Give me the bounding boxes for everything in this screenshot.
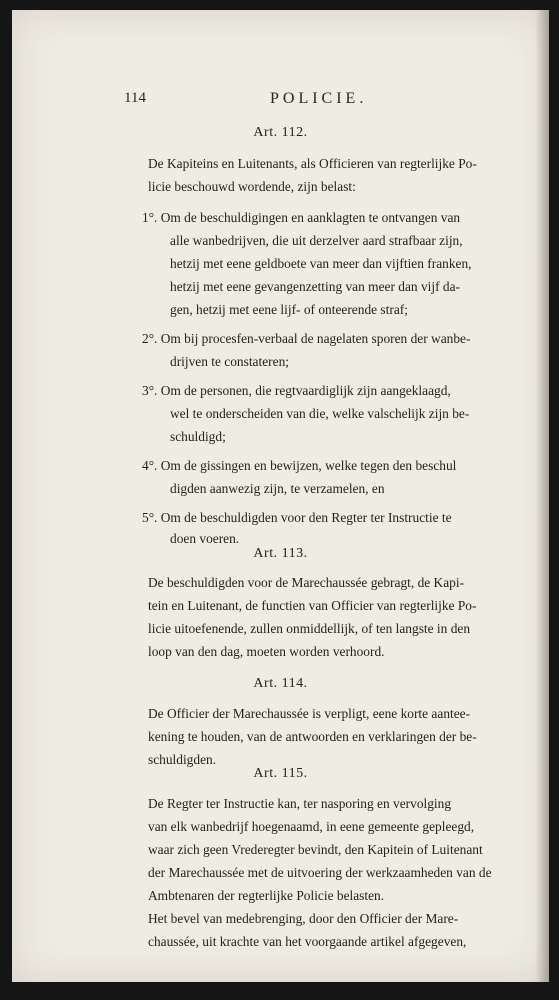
list-item-line: 1°. Om de beschuldigingen en aanklagten te ontvangen van (142, 210, 461, 225)
text-line: De beschuldigden voor de Marechaussée gebragt, de Kapi- (148, 575, 465, 590)
text-line: digden aanwezig zijn, te verzamelen, en (170, 481, 385, 496)
book-page (12, 10, 549, 982)
list-item-line: 2°. Om bij procesfen-verbaal de nagelaten sporen der wanbe- (142, 331, 471, 346)
text-line: doen voeren. (170, 531, 240, 546)
list-item-line: 4°. Om de gissingen en bewijzen, welke tegen den beschul (142, 458, 457, 473)
text-line: waar zich geen Vrederegter bevindt, den Kapitein of Luitenant (148, 842, 483, 857)
text-line: hetzij met eene gevangenzetting van meer dan vijf da- (170, 279, 460, 294)
text-line: van elk wanbedrijf hoegenaamd, in eene gemeente gepleegd, (148, 819, 475, 834)
text-line: licie beschouwd wordende, zijn belast: (148, 179, 356, 194)
page-number: 114 (124, 90, 146, 106)
text-line: licie uitoefenende, zullen onmiddellijk, of ten langste in den (148, 621, 471, 636)
text-line: schuldigden. (148, 752, 217, 767)
list-item-line: 3°. Om de personen, die regtvaardiglijk zijn aangeklaagd, (142, 383, 451, 398)
text-line: De Kapiteins en Luitenants, als Officieren van regterlijke Po- (148, 156, 477, 171)
article-heading: Art. 115. (253, 766, 308, 781)
text-line: gen, hetzij met eene lijf- of onteerende straf; (170, 302, 408, 317)
text-line: loop van den dag, moeten worden verhoord. (148, 644, 385, 659)
text-line: schuldigd; (170, 429, 226, 444)
text-line: De Regter ter Instructie kan, ter nasporing en vervolging (148, 796, 452, 811)
page-text (12, 10, 549, 982)
list-item-line: 5°. Om de beschuldigden voor den Regter ter Instructie te (142, 510, 452, 525)
text-line: tein en Luitenant, de functien van Officier van regterlijke Po- (148, 598, 477, 613)
text-line: kening te houden, van de antwoorden en verklaringen der be- (148, 729, 477, 744)
text-line: Het bevel van medebrenging, door den Officier der Mare- (148, 911, 459, 926)
article-heading: Art. 114. (253, 676, 308, 691)
text-line: hetzij met eene geldboete van meer dan vijftien franken, (170, 256, 472, 271)
text-line: drijven te constateren; (170, 354, 289, 369)
text-line: alle wanbedrijven, die uit derzelver aard strafbaar zijn, (170, 233, 463, 248)
running-title: POLICIE. (270, 90, 368, 107)
text-line: chaussée, uit krachte van het voorgaande artikel afgegeven, (148, 934, 467, 949)
text-line: Ambtenaren der regterlijke Policie belasten. (148, 888, 385, 903)
text-line: wel te onderscheiden van die, welke valschelijk zijn be- (170, 406, 470, 421)
article-heading: Art. 113. (253, 546, 308, 561)
text-line: der Marechaussée met de uitvoering der werkzaamheden van de (148, 865, 492, 880)
text-line: De Officier der Marechaussée is verpligt, eene korte aantee- (148, 706, 471, 721)
article-heading: Art. 112. (253, 125, 308, 140)
